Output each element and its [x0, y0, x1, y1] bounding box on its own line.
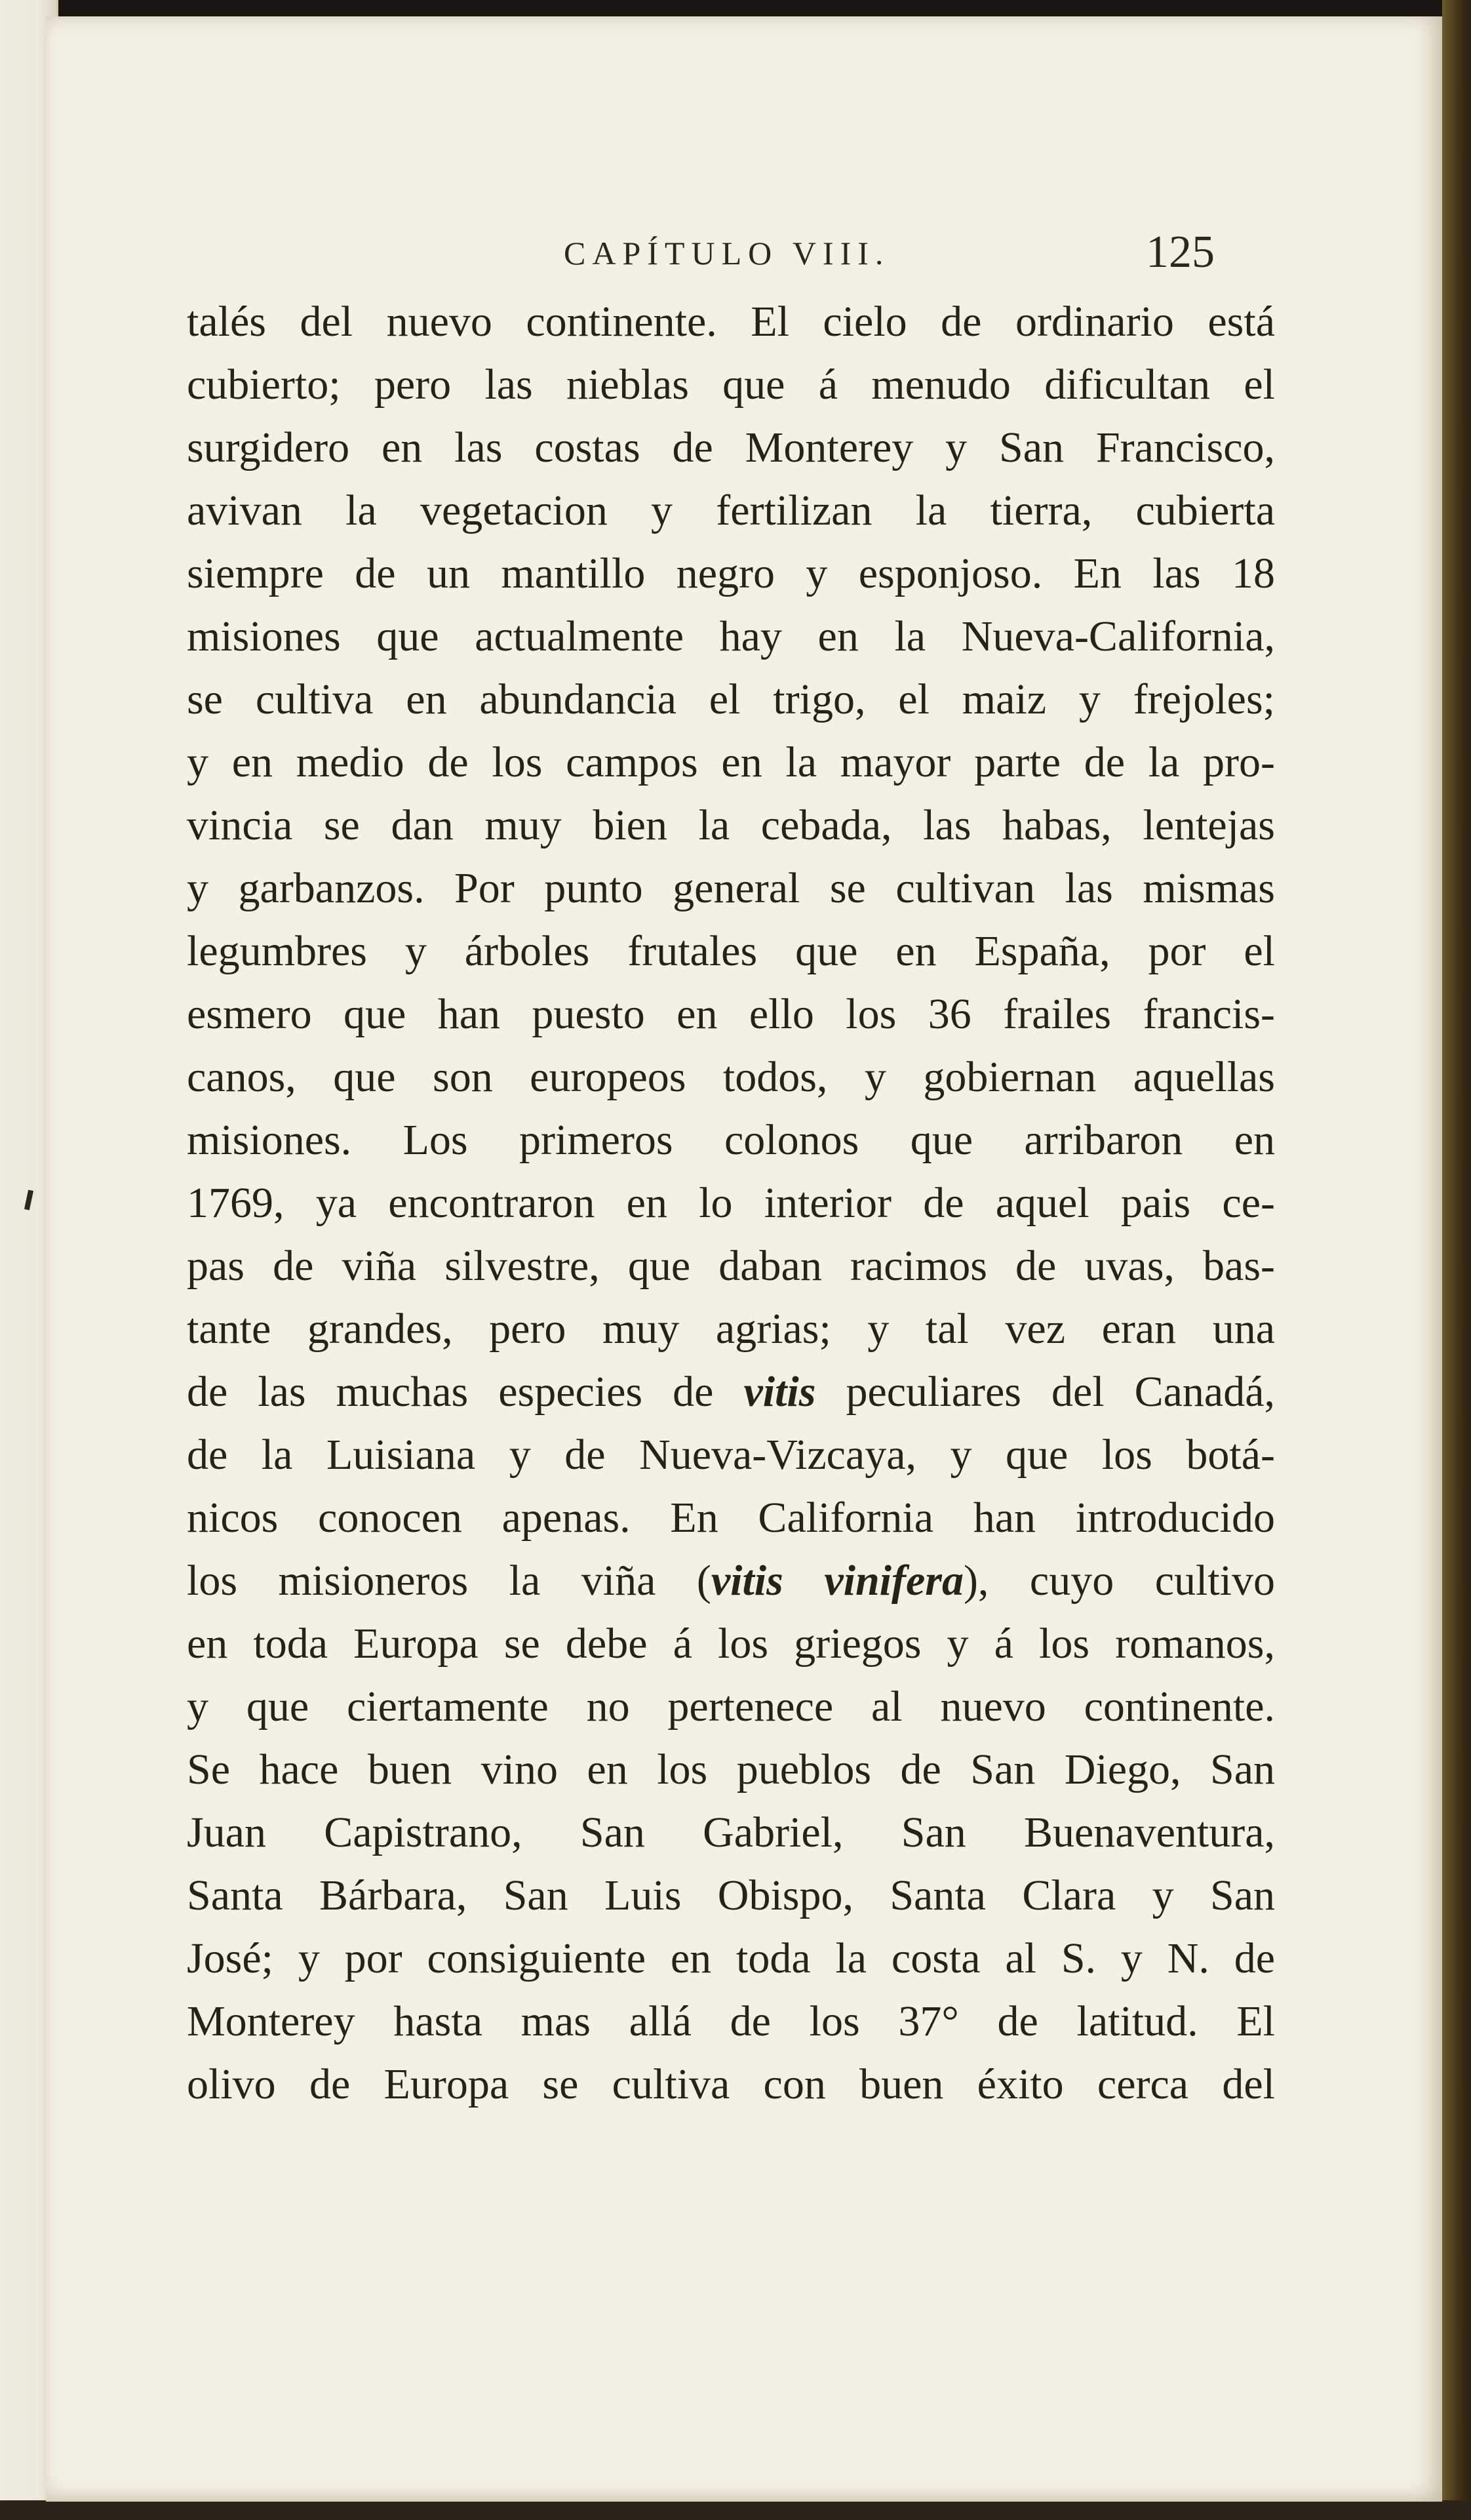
text-run: peculiares del Canadá, — [815, 1368, 1276, 1416]
text-line — [187, 353, 1275, 416]
text-line — [187, 1738, 1275, 1801]
text-run: cubierto; pero las nieblas que á menudo dificultan el — [187, 361, 1275, 409]
text-line — [187, 794, 1275, 857]
text-run: se cultiva en abundancia el trigo, el maiz y frejoles; — [187, 675, 1275, 723]
text-run: ), cuyo cultivo — [963, 1557, 1275, 1605]
text-line — [187, 1612, 1275, 1675]
text-run: misiones. Los primeros colonos que arribaron en — [187, 1116, 1275, 1164]
text-line — [187, 605, 1275, 668]
text-run: Monterey hasta mas allá de los 37° de latitud. El — [187, 1997, 1275, 2045]
text-line — [187, 857, 1275, 920]
text-run: avivan la vegetacion y fertilizan la tierra, cubierta — [187, 487, 1275, 534]
text-run: y que ciertamente no pertenece al nuevo continente. — [187, 1683, 1275, 1730]
text-line — [187, 1172, 1275, 1235]
text-line — [187, 479, 1275, 542]
text-line — [187, 1424, 1275, 1487]
text-line — [187, 1990, 1275, 2053]
text-line — [187, 1801, 1275, 1864]
text-run: 1769, ya encontraron en lo interior de aquel pais ce- — [187, 1179, 1275, 1227]
text-run: pas de viña silvestre, que daban racimos de uvas, bas- — [187, 1242, 1275, 1290]
text-run: en toda Europa se debe á los griegos y á los romanos, — [187, 1620, 1275, 1668]
text-line — [187, 920, 1275, 983]
book-edge — [1442, 0, 1471, 2520]
text-line — [187, 290, 1275, 353]
text-line — [187, 1675, 1275, 1738]
text-run: los misioneros la viña ( — [187, 1557, 711, 1605]
text-run: José; y por consiguiente en toda la costa al S. y N. de — [187, 1934, 1275, 1982]
text-run: Se hace buen vino en los pueblos de San Diego, San — [187, 1746, 1275, 1793]
italic-term: vitis — [743, 1368, 816, 1416]
text-run: y garbanzos. Por punto general se cultivan las mismas — [187, 864, 1275, 912]
text-run: de las muchas especies de — [187, 1368, 744, 1416]
text-run: legumbres y árboles frutales que en España, por el — [187, 927, 1275, 975]
text-run: Santa Bárbara, San Luis Obispo, Santa Clara y San — [187, 1871, 1275, 1919]
text-run: surgidero en las costas de Monterey y San Francisco, — [187, 424, 1275, 471]
text-run: canos, que son europeos todos, y gobiernan aquellas — [187, 1053, 1275, 1101]
text-run: vincia se dan muy bien la cebada, las habas, lentejas — [187, 801, 1275, 849]
text-run: tante grandes, pero muy agrias; y tal vez eran una — [187, 1305, 1275, 1353]
text-line — [187, 668, 1275, 731]
page-number: 125 — [1146, 227, 1215, 277]
text-run: y en medio de los campos en la mayor parte de la pro- — [187, 738, 1275, 786]
body-text — [187, 290, 1275, 2116]
text-run: esmero que han puesto en ello los 36 frailes francis- — [187, 990, 1275, 1038]
text-run: olivo de Europa se cultiva con buen éxito cerca del — [187, 2060, 1275, 2108]
page-header — [46, 226, 1442, 292]
text-line — [187, 1361, 1275, 1424]
text-line — [187, 1298, 1275, 1361]
text-run: talés del nuevo continente. El cielo de ordinario está — [187, 298, 1275, 346]
text-line — [187, 1235, 1275, 1298]
text-run: siempre de un mantillo negro y esponjoso. En las 18 — [187, 550, 1275, 597]
text-line — [187, 542, 1275, 605]
text-line — [187, 1864, 1275, 1927]
text-line — [187, 983, 1275, 1046]
text-line — [187, 1927, 1275, 1990]
text-line — [187, 416, 1275, 479]
text-line — [187, 731, 1275, 794]
book-bottom-edge — [0, 2500, 1471, 2520]
text-run: misiones que actualmente hay en la Nueva-California, — [187, 612, 1275, 660]
text-line — [187, 1046, 1275, 1109]
text-line — [187, 1487, 1275, 1550]
book-page — [46, 16, 1442, 2502]
text-run: Juan Capistrano, San Gabriel, San Buenaventura, — [187, 1809, 1275, 1856]
italic-term: vitis vinifera — [711, 1557, 964, 1605]
text-line — [187, 2053, 1275, 2116]
text-line — [187, 1109, 1275, 1172]
text-run: nicos conocen apenas. En California han introducido — [187, 1494, 1275, 1542]
text-line — [187, 1550, 1275, 1612]
running-head: CAPÍTULO VIII. — [564, 235, 890, 271]
text-run: de la Luisiana y de Nueva-Vizcaya, y que los botá- — [187, 1431, 1275, 1479]
